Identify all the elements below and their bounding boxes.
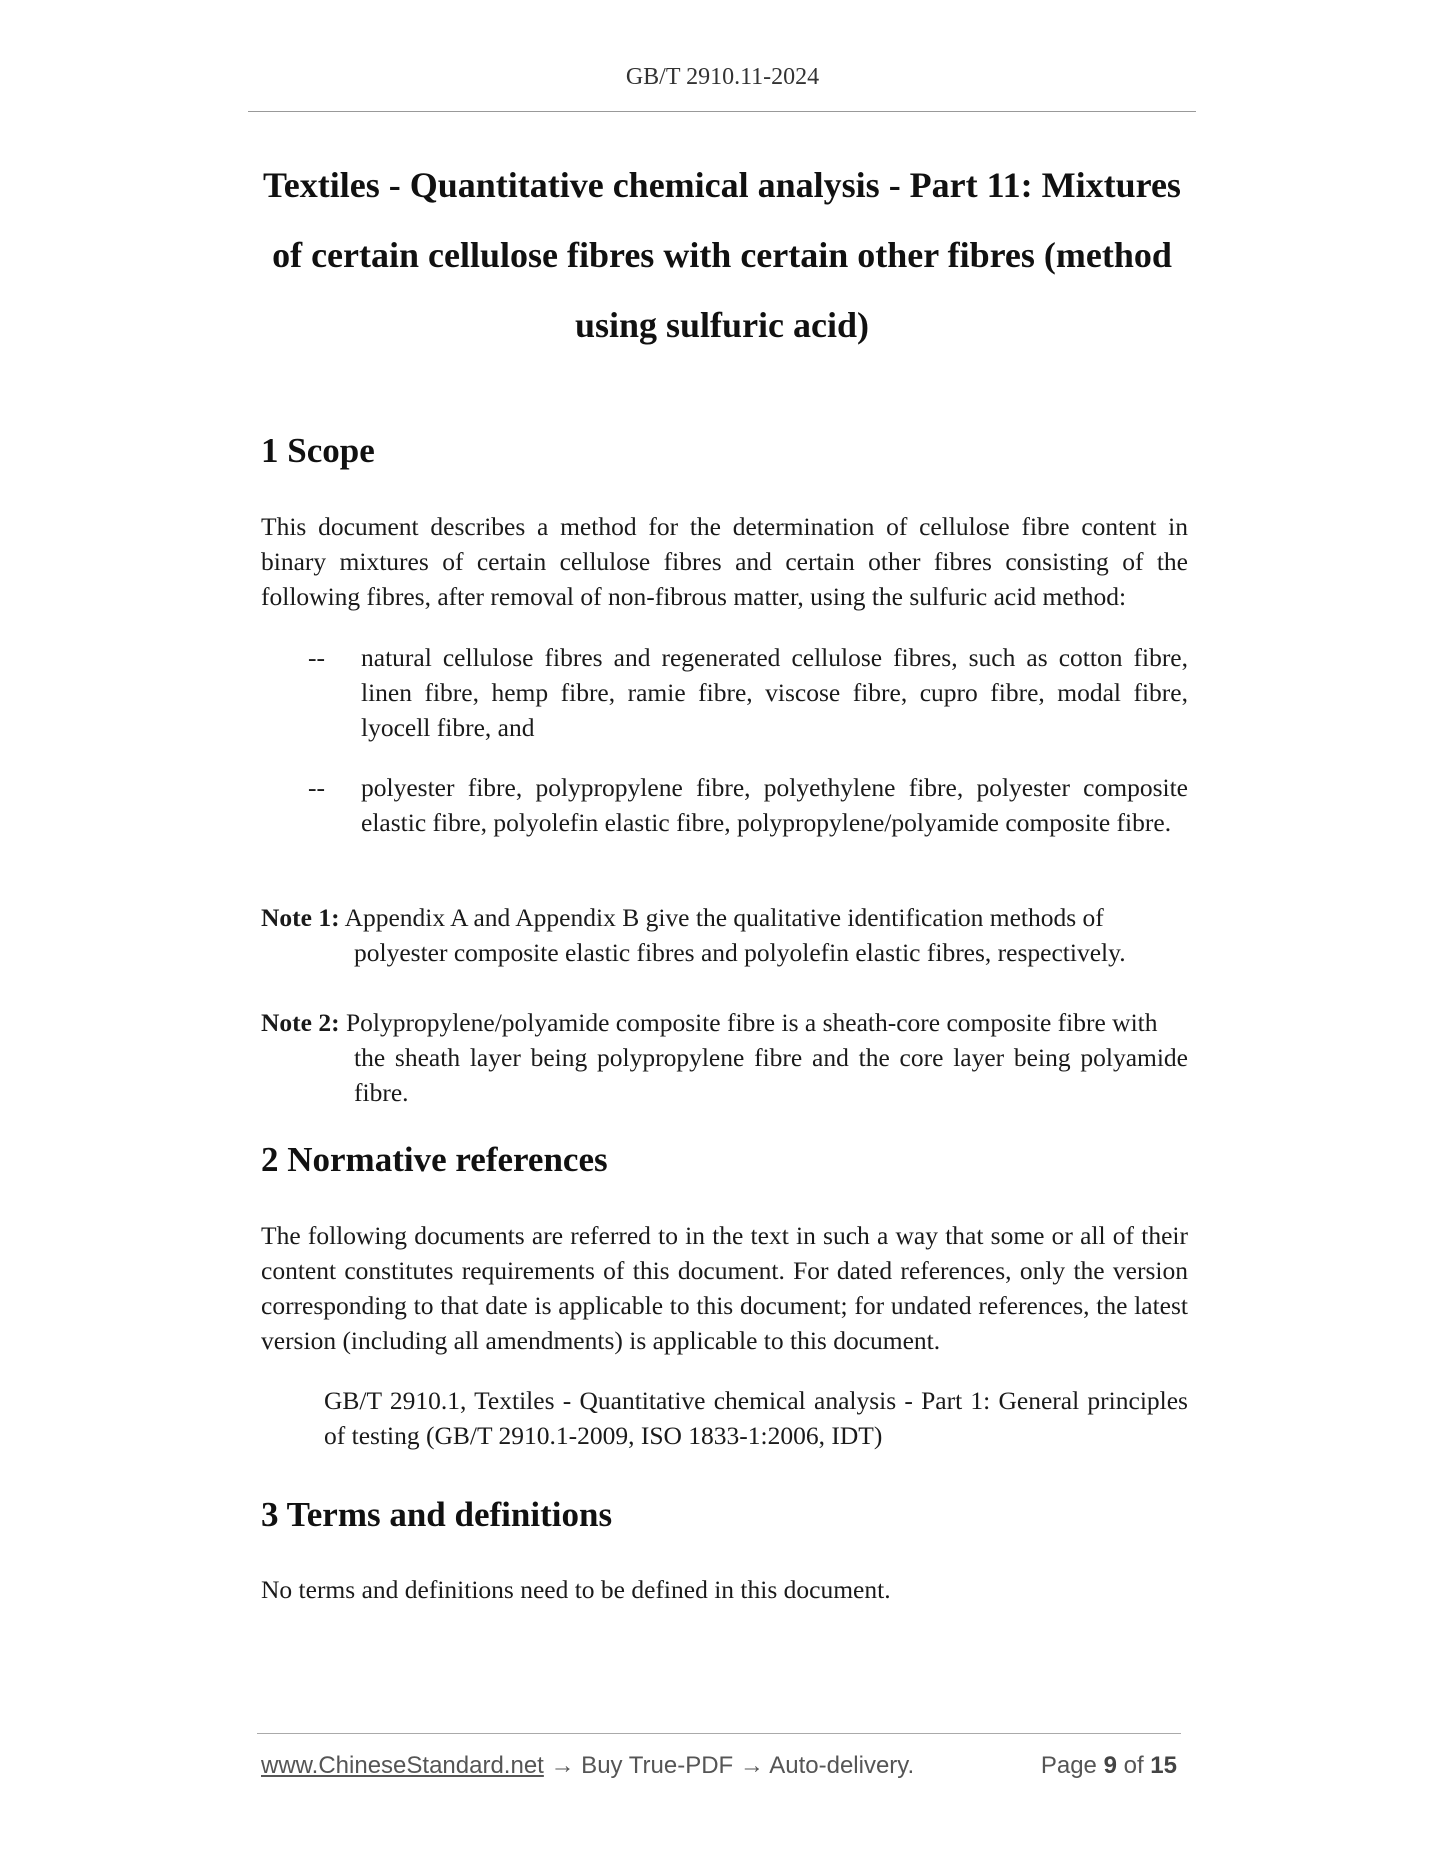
- normative-reference: GB/T 2910.1, Textiles - Quantitative chemical analysis - Part 1: General principles of testing (GB/T 2910.1-2009, ISO 1833-1:2006, IDT): [324, 1386, 1188, 1450]
- header-standard-code: GB/T 2910.11-2024: [625, 64, 820, 90]
- note-2-first-line: Polypropylene/polyamide composite fibre is a sheath-core composite fibre with: [345, 1008, 1158, 1037]
- note-1-label: Note 1:: [261, 903, 340, 932]
- section-3-text: No terms and definitions need to be defined in this document.: [261, 1575, 891, 1604]
- website-link[interactable]: www.ChineseStandard.net: [261, 1752, 544, 1779]
- title-line-1: Textiles - Quantitative chemical analysis - Part 11: Mixtures: [263, 165, 1181, 205]
- list-marker: --: [308, 773, 325, 802]
- note-2: [261, 1005, 1188, 1110]
- list-item-text: natural cellulose fibres and regenerated cellulose fibres, such as cotton fibre, linen fibre, hemp fibre, ramie fibre, viscose fibre, cupro fibre, modal fibre, lyocell fibre, and: [361, 643, 1188, 742]
- section-1-intro: This document describes a method for the determination of cellulose fibre content in binary mixtures of certain cellulose fibres and certain other fibres consisting of the following fibres, after removal of non-fibrous matter, using the sulfuric acid method:: [261, 512, 1188, 611]
- section-2-heading: 2 Normative references: [261, 1140, 608, 1179]
- footer-divider: [257, 1733, 1181, 1734]
- current-page: 9: [1103, 1752, 1117, 1779]
- title-line-2: of certain cellulose fibres with certain other fibres (method: [272, 235, 1172, 275]
- header-divider: [248, 111, 1196, 112]
- page-number: Page 9 of 15: [1040, 1752, 1177, 1779]
- title-line-3: using sulfuric acid): [574, 305, 870, 345]
- total-pages: 15: [1150, 1752, 1177, 1779]
- document-title: [248, 150, 1196, 360]
- section-3-heading: 3 Terms and definitions: [261, 1495, 613, 1534]
- note-1-first-line: Appendix A and Appendix B give the qualitative identification methods of: [344, 903, 1104, 932]
- list-item: [308, 770, 1188, 840]
- list-item: [308, 640, 1188, 745]
- page-footer: [261, 1752, 1181, 1784]
- list-marker: --: [308, 643, 325, 672]
- note-2-label: Note 2:: [261, 1008, 340, 1037]
- section-2-intro: The following documents are referred to in the text in such a way that some or all of their content constitutes requirements of this document. For dated references, only the version corresponding to that date is applicable to this document; for undated references, the latest version (including all amendments) is applicable to this document.: [261, 1221, 1188, 1355]
- footer-promo-text: → Buy True-PDF → Auto-delivery.: [543, 1752, 915, 1779]
- note-2-continuation: the sheath layer being polypropylene fibre and the core layer being polyamide fibre.: [354, 1043, 1188, 1107]
- note-1: [261, 900, 1188, 970]
- section-1-heading: 1 Scope: [261, 431, 375, 470]
- note-1-continuation: polyester composite elastic fibres and polyolefin elastic fibres, respectively.: [354, 938, 1126, 967]
- list-item-text: polyester fibre, polypropylene fibre, polyethylene fibre, polyester composite elastic fibre, polyolefin elastic fibre, polypropylene/polyamide composite fibre.: [361, 773, 1188, 837]
